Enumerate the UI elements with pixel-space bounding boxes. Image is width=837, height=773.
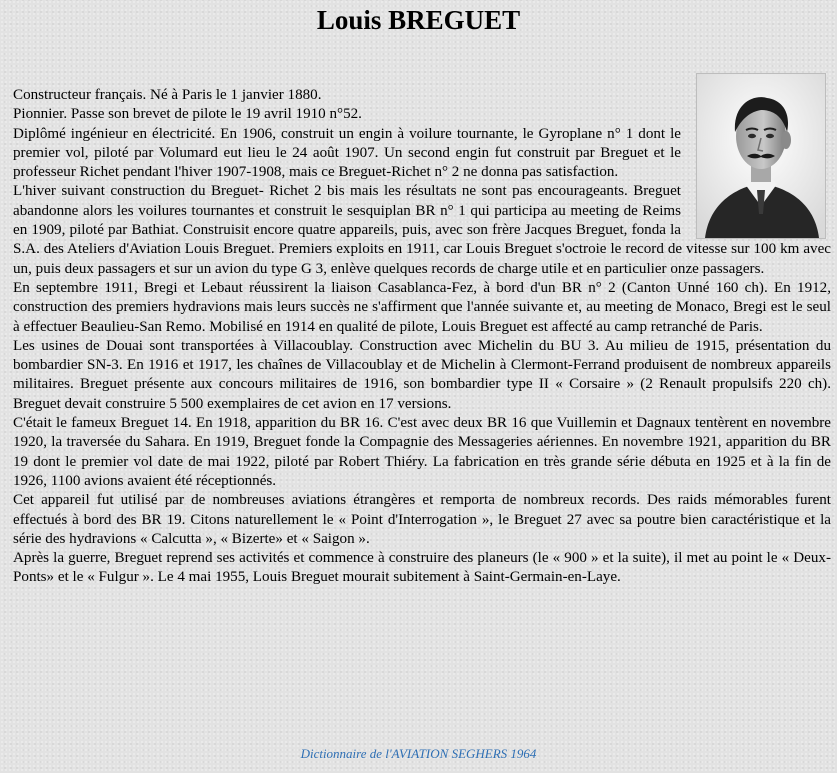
portrait-space	[681, 86, 831, 232]
paragraph: En septembre 1911, Bregi et Lebaut réussirent la liaison Casablanca-Fez, à bord d'un BR n° 2 (Canton Unné 160 ch). En 1912, construction des premiers hydravions mais leurs succès ne s'affirment que l'année suivante et, au meeting de Monaco, Bregi est le seul à effectuer Beaulieu-San Remo. Mobilisé en 1914 en qualité de pilote, Louis Breguet est affecté au camp retranché de Paris.	[13, 279, 831, 335]
paragraph: L'hiver suivant construction du Breguet- Richet 2 bis mais les résultats ne sont pas encourageants. Breguet abandonne alors les voilures tournantes et construit le sesquiplan BR n° 1 qui participa au meeting de Reims en 1909, piloté par Bathiat. Construisit encore quatre appareils, puis, avec son frère Jacques Breguet, fonda la S.A. des Ateliers d'Aviation Louis Breguet. Premiers exploits en 1911, car Louis Breguet s'octroie le record de vitesse sur 100 km avec un, puis deux passagers et sur un avion du type G 3, enlève quelques records de charge utile et en particulier onze passagers.	[13, 183, 831, 277]
paragraph: Cet appareil fut utilisé par de nombreuses aviations étrangères et remporta de nombreux records. Des raids mémorables furent effectués à bord des BR 19. Citons naturellement le « Point d'Interrogation », le Breguet 27 avec sa poutre bien caractéristique et la série des hydravions « Calcutta », « Bizerte» et « Saigon ».	[13, 492, 831, 547]
biography-text	[13, 86, 831, 588]
paragraph: Diplômé ingénieur en électricité. En 1906, construit un engin à voilure tournante, le Gyroplane n° 1 dont le premier vol, piloté par Volumard eut lieu le 24 août 1907. Un second engin fut construit par Breguet et le professeur Richet pendant l'hiver 1907-1908, mais ce Breguet-Richet n° 2 ne donna pas satisfaction.	[13, 125, 681, 181]
paragraph: C'était le fameux Breguet 14. En 1918, apparition du BR 16. C'est avec deux BR 16 que Vuillemin et Dagnaux tentèrent en novembre 1920, la traversée du Sahara. En 1919, Breguet fonde la Compagnie des Messageries aériennes. En novembre 1921, apparition du BR 19 dont le premier vol date de mai 1922, piloté par Robert Thiéry. La fabrication en très grande série débuta en 1925 et à la fin de 1926, 1100 avions avaient été réceptionnés.	[13, 415, 831, 489]
paragraph: Après la guerre, Breguet reprend ses activités et commence à construire des planeurs (le « 900 » et la suite), il met au point le « Deux-Ponts» et le « Fulgur ». Le 4 mai 1955, Louis Breguet mourait subitement à Saint-Germain-en-Laye.	[13, 550, 831, 586]
paragraph: Les usines de Douai sont transportées à Villacoublay. Construction avec Michelin du BU 3. Au milieu de 1915, présentation du bombardier SN-3. En 1916 et 1917, les chaînes de Villacoublay et de Michelin à Clermont-Ferrand produisent de nombreux appareils militaires. Breguet présente aux concours militaires de 1916, son bombardier type II « Corsaire » (2 Renault propulsifs 220 ch). Breguet devait construire 5 500 exemplaires de cet avion en 17 versions.	[13, 337, 831, 412]
source-citation: Dictionnaire de l'AVIATION SEGHERS 1964	[300, 746, 537, 761]
page-title: Louis BREGUET	[316, 5, 521, 35]
paragraph: Constructeur français. Né à Paris le 1 janvier 1880.	[13, 87, 322, 103]
paragraph: Pionnier. Passe son brevet de pilote le 19 avril 1910 n°52.	[13, 106, 362, 123]
